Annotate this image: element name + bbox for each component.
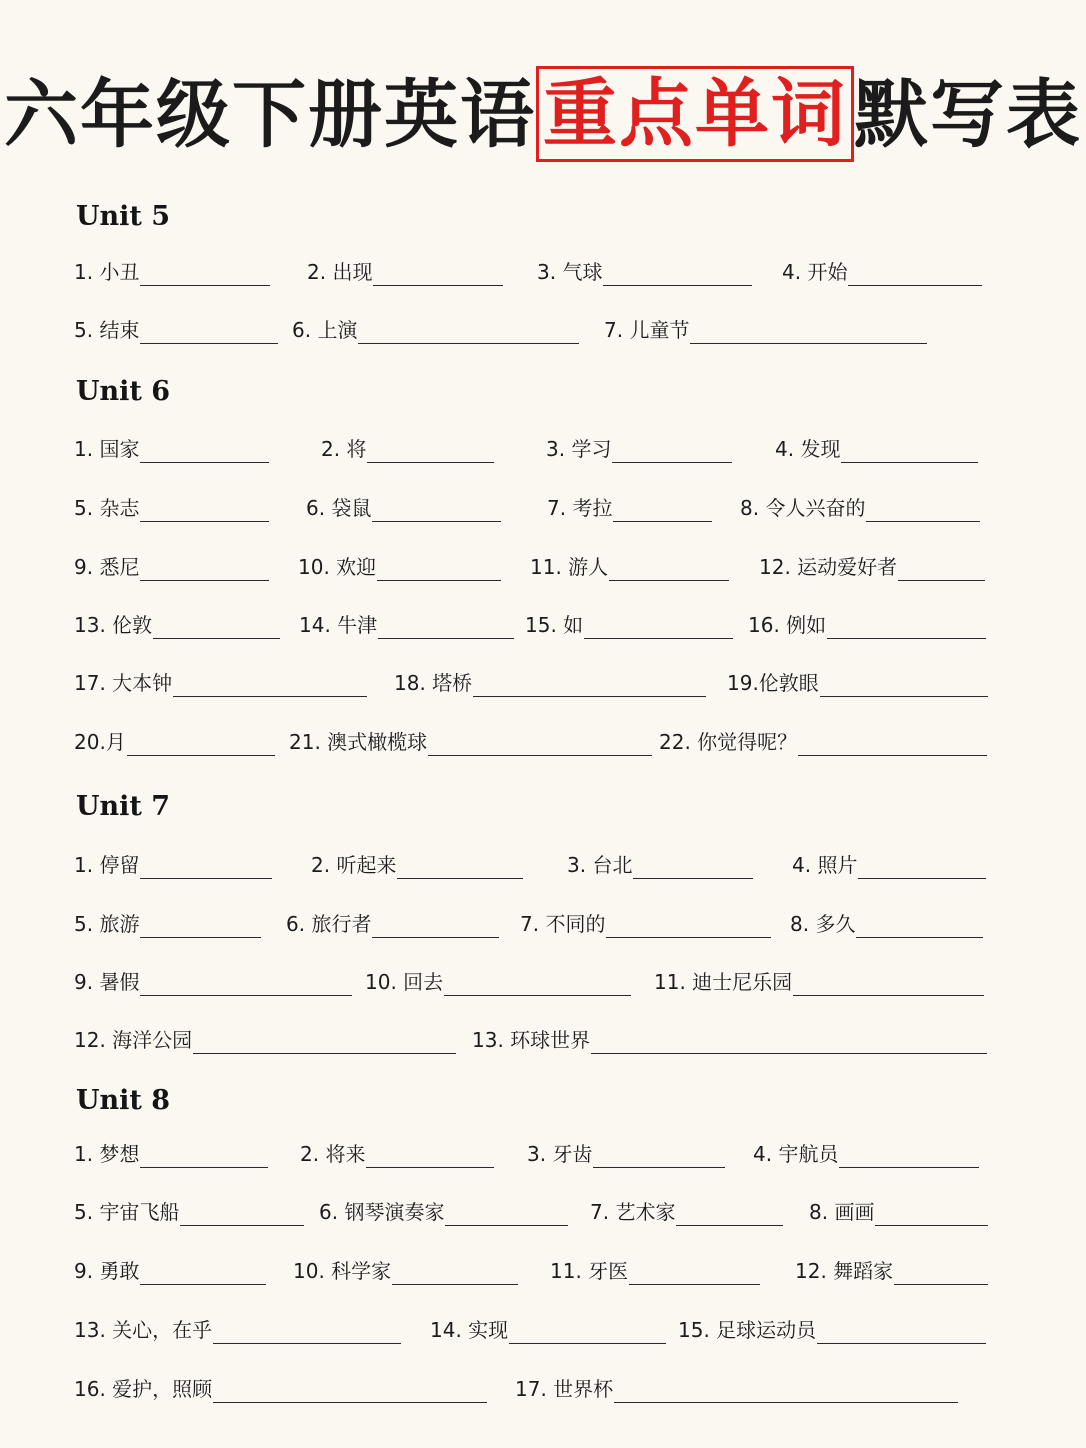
answer-blank[interactable] <box>358 343 579 344</box>
vocab-row <box>74 968 994 1000</box>
answer-blank[interactable] <box>875 1225 988 1226</box>
vocab-item <box>311 851 523 883</box>
vocab-prompt: 15. 如 <box>525 613 584 637</box>
vocab-prompt: 3. 气球 <box>537 260 603 284</box>
answer-blank[interactable] <box>373 285 503 286</box>
answer-blank[interactable] <box>392 1284 518 1285</box>
answer-blank[interactable] <box>377 580 501 581</box>
answer-blank[interactable] <box>140 580 269 581</box>
answer-blank[interactable] <box>614 1402 958 1403</box>
vocab-prompt: 8. 多久 <box>790 912 856 936</box>
answer-blank[interactable] <box>894 1284 988 1285</box>
vocab-row <box>74 728 994 760</box>
vocab-prompt: 2. 出现 <box>307 260 373 284</box>
answer-blank[interactable] <box>591 1053 987 1054</box>
vocab-prompt: 1. 小丑 <box>74 260 140 284</box>
vocab-item <box>74 1140 268 1172</box>
vocab-prompt: 8. 令人兴奋的 <box>740 496 866 520</box>
vocab-item <box>74 968 352 1000</box>
answer-blank[interactable] <box>367 462 494 463</box>
vocab-prompt: 19.伦敦眼 <box>727 671 819 695</box>
vocab-prompt: 4. 照片 <box>792 853 858 877</box>
vocab-item <box>306 494 501 526</box>
answer-blank[interactable] <box>690 343 927 344</box>
vocab-prompt: 6. 旅行者 <box>286 912 372 936</box>
answer-blank[interactable] <box>866 521 980 522</box>
vocab-item <box>74 1198 304 1230</box>
vocab-prompt: 5. 结束 <box>74 318 140 342</box>
vocab-item <box>547 494 712 526</box>
vocab-item <box>604 316 927 348</box>
vocab-prompt: 17. 世界杯 <box>515 1377 614 1401</box>
vocab-prompt: 11. 迪士尼乐园 <box>654 970 793 994</box>
vocab-prompt: 10. 回去 <box>365 970 444 994</box>
vocab-item <box>74 1316 401 1348</box>
vocab-row <box>74 553 994 585</box>
answer-blank[interactable] <box>793 995 984 996</box>
vocab-prompt: 21. 澳式橄榄球 <box>289 730 428 754</box>
vocab-row <box>74 611 994 643</box>
vocab-prompt: 3. 台北 <box>567 853 633 877</box>
vocab-item <box>74 258 270 290</box>
vocab-prompt: 2. 听起来 <box>311 853 397 877</box>
vocab-prompt: 20.月 <box>74 730 126 754</box>
vocab-prompt: 1. 停留 <box>74 853 140 877</box>
answer-blank[interactable] <box>140 878 272 879</box>
title-highlight: 重点单词 <box>536 66 854 162</box>
answer-blank[interactable] <box>612 462 732 463</box>
vocab-row <box>74 1026 994 1058</box>
vocab-item <box>795 1257 988 1289</box>
vocab-item <box>550 1257 760 1289</box>
vocab-prompt: 4. 开始 <box>782 260 848 284</box>
vocab-item <box>74 728 275 760</box>
answer-blank[interactable] <box>180 1225 304 1226</box>
vocab-prompt: 5. 杂志 <box>74 496 140 520</box>
vocab-item <box>293 1257 518 1289</box>
answer-blank[interactable] <box>898 580 985 581</box>
vocab-row <box>74 1140 994 1172</box>
vocab-prompt: 7. 艺术家 <box>590 1200 676 1224</box>
vocab-prompt: 13. 关心，在乎 <box>74 1318 213 1342</box>
vocab-item <box>654 968 984 1000</box>
vocab-item <box>515 1375 958 1407</box>
vocab-row <box>74 669 994 701</box>
vocab-prompt: 22. 你觉得呢？ <box>659 730 798 754</box>
vocab-item <box>394 669 706 701</box>
vocab-prompt: 7. 不同的 <box>520 912 606 936</box>
vocab-item <box>520 910 771 942</box>
vocab-prompt: 13. 环球世界 <box>472 1028 591 1052</box>
answer-blank[interactable] <box>473 696 706 697</box>
vocab-item <box>307 258 503 290</box>
vocab-item <box>319 1198 568 1230</box>
vocab-row <box>74 435 994 467</box>
vocab-item <box>289 728 652 760</box>
answer-blank[interactable] <box>173 696 367 697</box>
vocab-item <box>74 553 269 585</box>
vocab-item <box>790 910 983 942</box>
vocab-prompt: 1. 国家 <box>74 437 140 461</box>
vocab-prompt: 2. 将 <box>321 437 367 461</box>
answer-blank[interactable] <box>839 1167 979 1168</box>
vocab-prompt: 5. 旅游 <box>74 912 140 936</box>
vocab-prompt: 13. 伦敦 <box>74 613 153 637</box>
vocab-prompt: 3. 牙齿 <box>527 1142 593 1166</box>
vocab-item <box>525 611 733 643</box>
title-text-end: 默写表 <box>854 72 1082 158</box>
vocab-prompt: 18. 塔桥 <box>394 671 473 695</box>
vocab-row <box>74 910 994 942</box>
vocab-row <box>74 1198 994 1230</box>
vocab-prompt: 9. 悉尼 <box>74 555 140 579</box>
vocab-prompt: 12. 运动爱好者 <box>759 555 898 579</box>
vocab-item <box>321 435 494 467</box>
vocab-prompt: 9. 暑假 <box>74 970 140 994</box>
answer-blank[interactable] <box>584 638 733 639</box>
vocab-row <box>74 1257 994 1289</box>
vocab-prompt: 10. 欢迎 <box>298 555 377 579</box>
answer-blank[interactable] <box>153 638 280 639</box>
vocab-prompt: 4. 宇航员 <box>753 1142 839 1166</box>
vocab-item <box>527 1140 725 1172</box>
answer-blank[interactable] <box>676 1225 783 1226</box>
vocab-prompt: 8. 画画 <box>809 1200 875 1224</box>
vocab-item <box>590 1198 783 1230</box>
answer-blank[interactable] <box>827 638 986 639</box>
answer-blank[interactable] <box>372 521 501 522</box>
answer-blank[interactable] <box>397 878 523 879</box>
vocab-prompt: 16. 例如 <box>748 613 827 637</box>
vocab-item <box>567 851 753 883</box>
vocab-row <box>74 851 994 883</box>
answer-blank[interactable] <box>858 878 986 879</box>
vocab-prompt: 9. 勇敢 <box>74 1259 140 1283</box>
vocab-item <box>74 851 272 883</box>
answer-blank[interactable] <box>593 1167 725 1168</box>
answer-blank[interactable] <box>372 937 499 938</box>
vocab-item <box>74 316 278 348</box>
vocab-item <box>740 494 980 526</box>
answer-blank[interactable] <box>140 343 278 344</box>
answer-blank[interactable] <box>140 462 269 463</box>
unit-heading: Unit 8 <box>76 1085 171 1116</box>
answer-blank[interactable] <box>633 878 753 879</box>
answer-blank[interactable] <box>848 285 982 286</box>
vocab-prompt: 14. 实现 <box>430 1318 509 1342</box>
vocab-item <box>74 611 280 643</box>
answer-blank[interactable] <box>629 1284 760 1285</box>
vocab-prompt: 14. 牛津 <box>299 613 378 637</box>
vocab-item <box>775 435 978 467</box>
vocab-item <box>74 1375 487 1407</box>
vocab-prompt: 16. 爱护，照顾 <box>74 1377 213 1401</box>
vocab-item <box>659 728 987 760</box>
answer-blank[interactable] <box>798 755 987 756</box>
vocab-prompt: 11. 牙医 <box>550 1259 629 1283</box>
answer-blank[interactable] <box>428 755 652 756</box>
vocab-item <box>759 553 985 585</box>
answer-blank[interactable] <box>140 521 269 522</box>
answer-blank[interactable] <box>140 1167 268 1168</box>
vocab-prompt: 7. 考拉 <box>547 496 613 520</box>
vocab-item <box>748 611 986 643</box>
vocab-row <box>74 316 994 348</box>
vocab-item <box>300 1140 494 1172</box>
vocab-prompt: 12. 海洋公园 <box>74 1028 193 1052</box>
vocab-item <box>430 1316 666 1348</box>
vocab-item <box>753 1140 979 1172</box>
vocab-item <box>546 435 732 467</box>
vocab-item <box>809 1198 988 1230</box>
vocab-prompt: 10. 科学家 <box>293 1259 392 1283</box>
answer-blank[interactable] <box>366 1167 494 1168</box>
vocab-item <box>298 553 501 585</box>
vocab-prompt: 11. 游人 <box>530 555 609 579</box>
vocab-item <box>74 435 269 467</box>
vocab-item <box>472 1026 987 1058</box>
vocab-prompt: 15. 足球运动员 <box>678 1318 817 1342</box>
vocab-prompt: 5. 宇宙飞船 <box>74 1200 180 1224</box>
answer-blank[interactable] <box>140 285 270 286</box>
vocab-item <box>74 494 269 526</box>
vocab-row <box>74 1316 994 1348</box>
title-text: 六年级下册英语 <box>4 72 536 158</box>
answer-blank[interactable] <box>856 937 983 938</box>
vocab-row <box>74 1375 994 1407</box>
vocab-prompt: 1. 梦想 <box>74 1142 140 1166</box>
answer-blank[interactable] <box>609 580 729 581</box>
vocab-item <box>792 851 986 883</box>
vocab-row <box>74 258 994 290</box>
vocab-prompt: 17. 大本钟 <box>74 671 173 695</box>
vocab-item <box>286 910 499 942</box>
vocab-prompt: 6. 袋鼠 <box>306 496 372 520</box>
answer-blank[interactable] <box>445 1225 568 1226</box>
vocab-item <box>74 1026 456 1058</box>
answer-blank[interactable] <box>140 937 261 938</box>
vocab-item <box>299 611 514 643</box>
answer-blank[interactable] <box>817 1343 986 1344</box>
answer-blank[interactable] <box>140 1284 266 1285</box>
answer-blank[interactable] <box>606 937 771 938</box>
vocab-item <box>727 669 988 701</box>
answer-blank[interactable] <box>444 995 631 996</box>
unit-heading: Unit 5 <box>76 201 171 232</box>
answer-blank[interactable] <box>613 521 712 522</box>
answer-blank[interactable] <box>378 638 514 639</box>
vocab-prompt: 6. 钢琴演奏家 <box>319 1200 445 1224</box>
vocab-item <box>537 258 752 290</box>
answer-blank[interactable] <box>509 1343 666 1344</box>
vocab-prompt: 2. 将来 <box>300 1142 366 1166</box>
answer-blank[interactable] <box>841 462 978 463</box>
vocab-prompt: 6. 上演 <box>292 318 358 342</box>
vocab-item <box>74 669 367 701</box>
vocab-item <box>530 553 729 585</box>
vocab-prompt: 3. 学习 <box>546 437 612 461</box>
vocab-item <box>782 258 982 290</box>
vocab-row <box>74 494 994 526</box>
answer-blank[interactable] <box>603 285 752 286</box>
unit-heading: Unit 7 <box>76 791 171 822</box>
vocab-prompt: 7. 儿童节 <box>604 318 690 342</box>
page-title <box>0 60 1086 170</box>
vocab-item <box>74 1257 266 1289</box>
answer-blank[interactable] <box>193 1053 456 1054</box>
answer-blank[interactable] <box>820 696 988 697</box>
vocab-prompt: 12. 舞蹈家 <box>795 1259 894 1283</box>
vocab-item <box>678 1316 986 1348</box>
answer-blank[interactable] <box>127 755 275 756</box>
answer-blank[interactable] <box>213 1402 487 1403</box>
vocab-prompt: 4. 发现 <box>775 437 841 461</box>
answer-blank[interactable] <box>140 995 352 996</box>
vocab-item <box>74 910 261 942</box>
answer-blank[interactable] <box>213 1343 401 1344</box>
vocab-item <box>365 968 631 1000</box>
unit-heading: Unit 6 <box>76 376 171 407</box>
vocab-item <box>292 316 579 348</box>
